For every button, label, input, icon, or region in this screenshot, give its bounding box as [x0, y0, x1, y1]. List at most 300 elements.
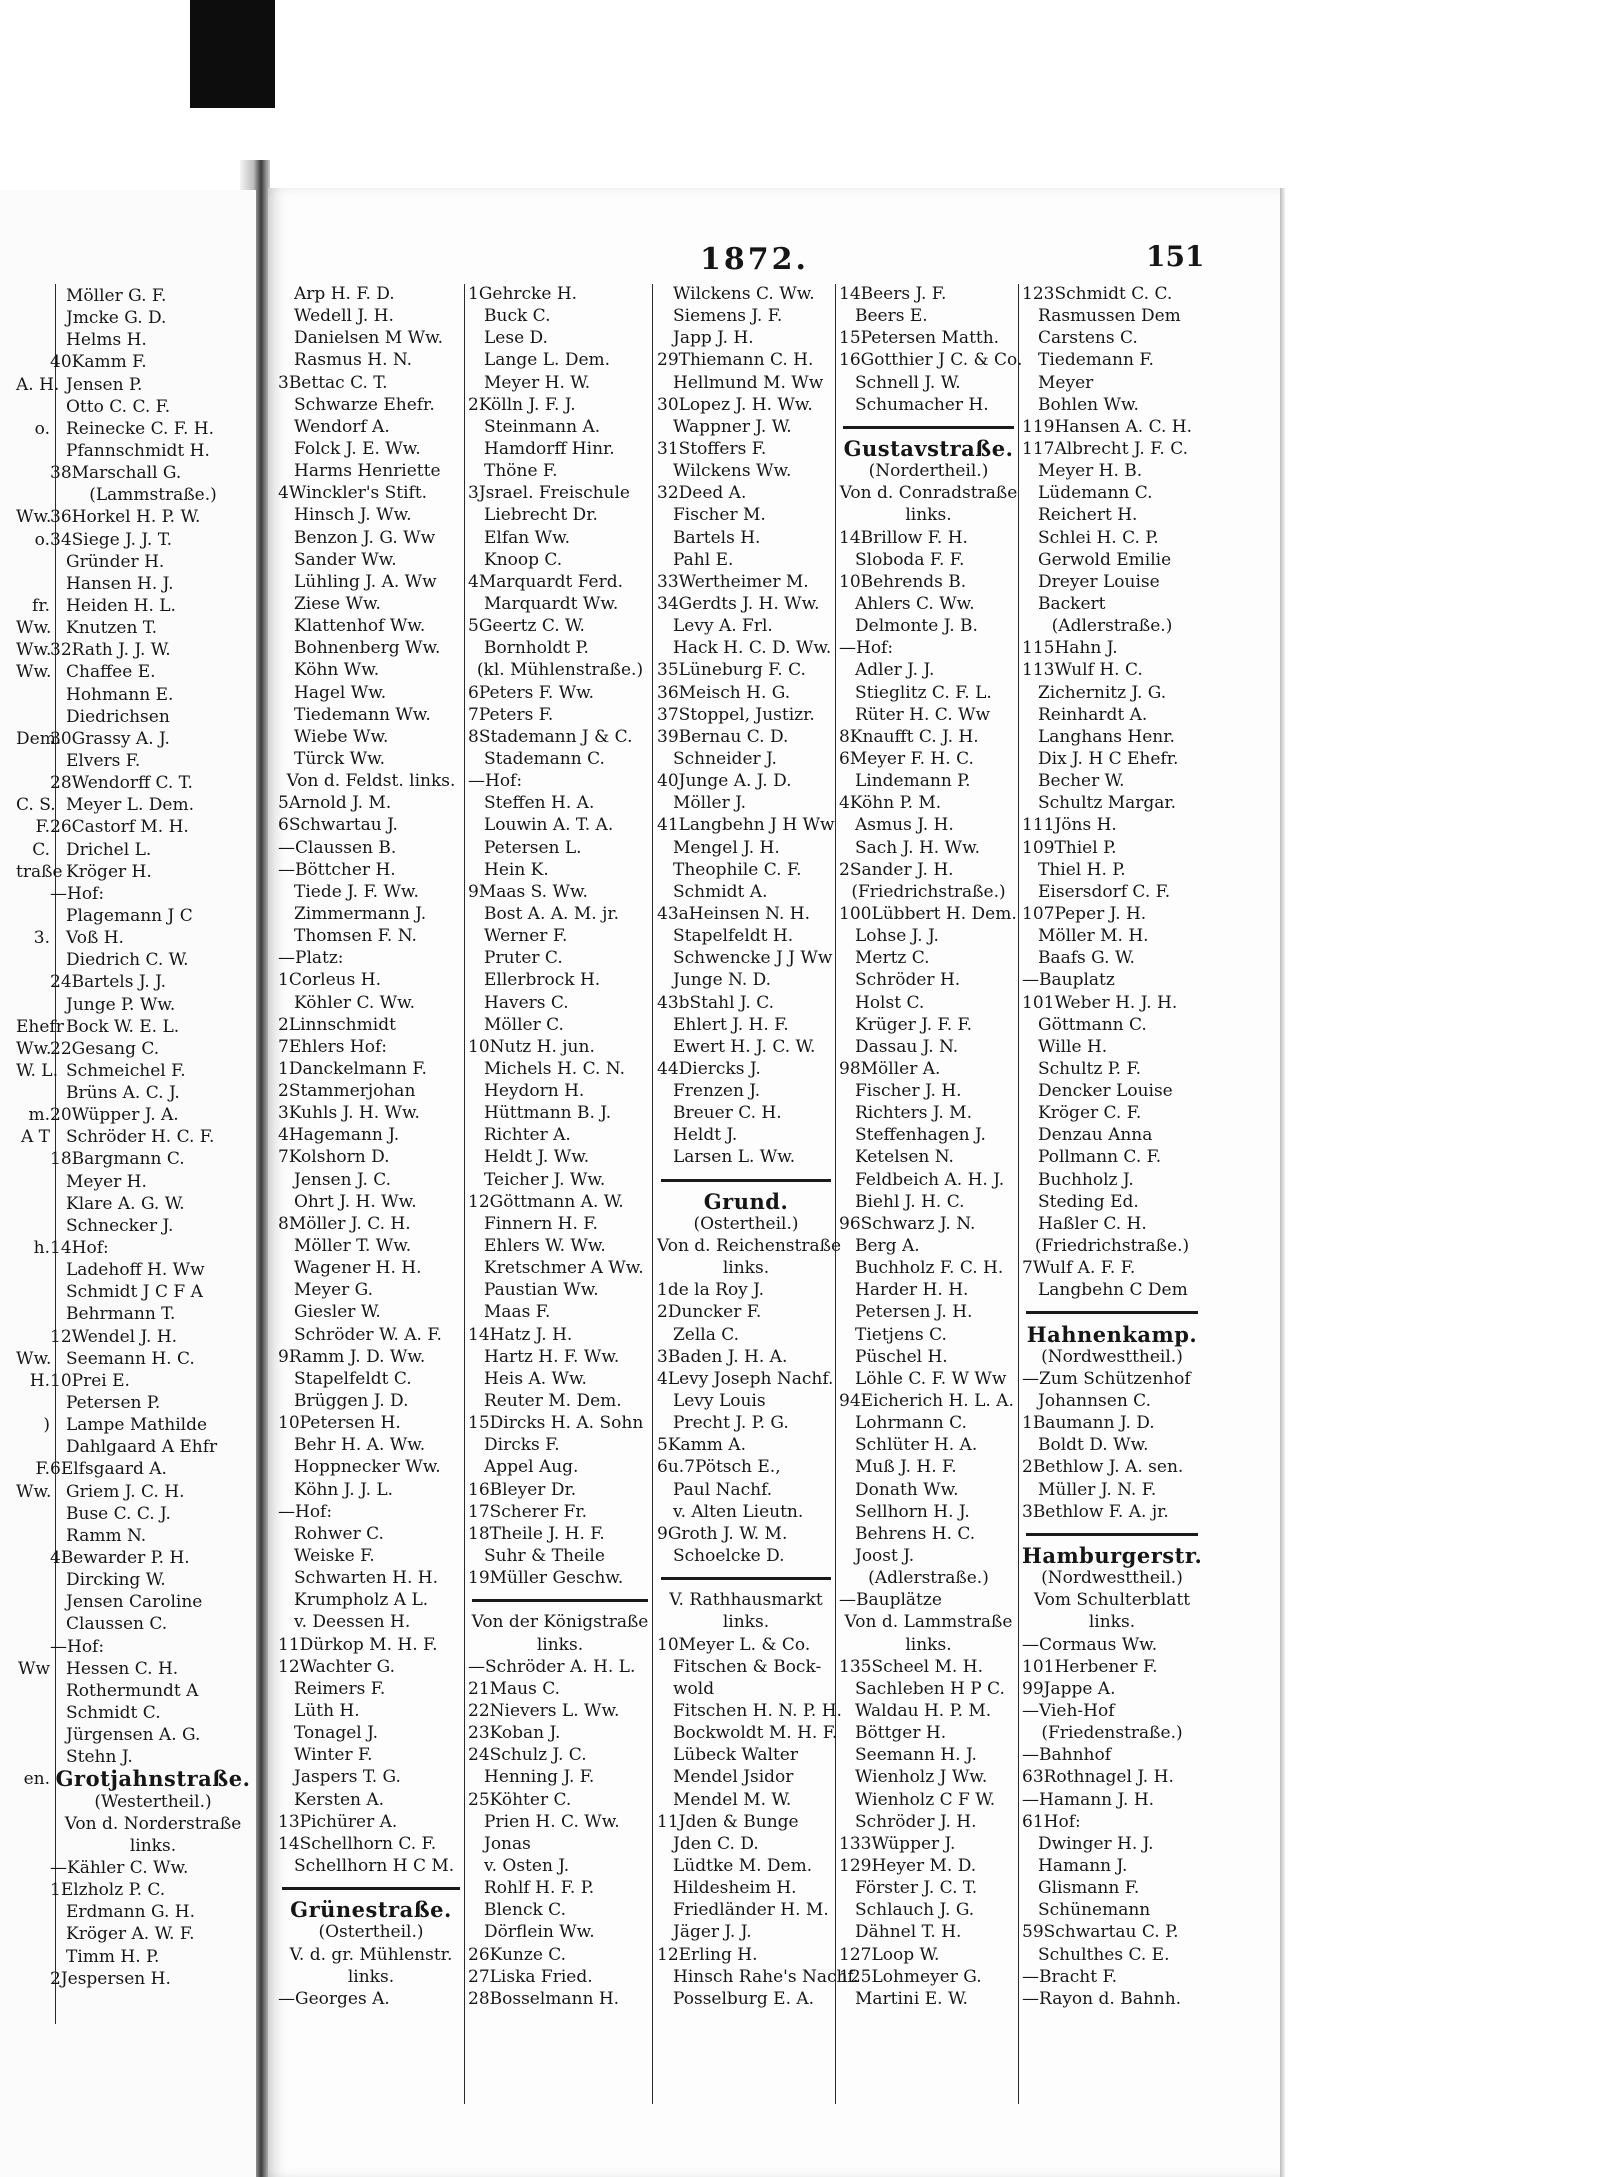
directory-entry: 24Bartels J. J. — [50, 972, 167, 993]
directory-entry: 119Hansen A. C. H. — [1022, 416, 1193, 437]
cropped-entry-fragment — [0, 396, 50, 418]
directory-entry: Heydorn H. — [484, 1081, 585, 1102]
directory-entry: 36Horkel H. P. W. — [50, 507, 201, 528]
directory-entry: Bohlen Ww. — [1038, 394, 1139, 415]
directory-entry: Kretschmer A Ww. — [484, 1258, 644, 1279]
directory-entry: Paustian Ww. — [484, 1280, 599, 1301]
page-year: 1872. — [700, 242, 809, 277]
cropped-entry-fragment — [0, 994, 50, 1016]
directory-entry: Dähnel T. H. — [855, 1922, 962, 1943]
directory-entry: (Friedrichstraße.) — [1034, 1236, 1190, 1257]
directory-entry: Backert — [1038, 593, 1106, 614]
directory-entry: 10Prei E. — [50, 1370, 130, 1391]
section-rule — [1022, 1301, 1202, 1323]
directory-entry: 94Eicherich H. L. A. — [839, 1391, 1014, 1412]
directory-entry: Feldbeich A. H. J. — [855, 1169, 1005, 1190]
directory-entry: 12Göttmann A. W. — [468, 1191, 624, 1212]
cropped-entry-fragment — [0, 1569, 50, 1591]
directory-entry: Plagemann J C — [66, 905, 193, 926]
directory-entry: Jensen P. — [66, 374, 143, 395]
directory-entry: Steding Ed. — [1038, 1191, 1139, 1212]
directory-entry: 8Knaufft C. J. H. — [839, 726, 979, 747]
directory-entry: 14Schellhorn C. F. — [278, 1833, 437, 1854]
directory-entry: 14Brillow F. H. — [839, 527, 968, 548]
directory-entry: Mertz C. — [855, 948, 930, 969]
directory-entry: Schwencke J J Ww — [673, 948, 833, 969]
directory-entry: Tiedemann F. — [1038, 350, 1154, 371]
directory-entry: 5Arnold J. M. — [278, 793, 392, 814]
directory-entry: Chaffee E. — [66, 662, 156, 683]
directory-entry: 4Hagemann J. — [278, 1125, 400, 1146]
directory-entry: links. — [722, 1612, 770, 1633]
directory-entry: Fischer M. — [673, 505, 766, 526]
directory-entry: Joost J. — [855, 1546, 915, 1567]
directory-entry: Thomsen F. N. — [294, 926, 417, 947]
cropped-entry-fragment — [0, 971, 50, 993]
directory-entry: Von d. Feldst. links. — [286, 771, 456, 792]
directory-entry: Hohmann E. — [66, 684, 174, 705]
directory-entry: Winter F. — [294, 1745, 373, 1766]
directory-entry: 7Wulf A. F. F. — [1022, 1258, 1136, 1279]
directory-entry: Elvers F. — [66, 750, 141, 771]
column-rule — [652, 284, 653, 2104]
directory-entry: Dircks F. — [484, 1435, 560, 1456]
cropped-entry-fragment — [0, 1503, 50, 1525]
directory-entry: —Bauplätze — [839, 1590, 942, 1611]
directory-entry: Griem J. C. H. — [66, 1481, 185, 1502]
cropped-entry-fragment: Ww. — [16, 618, 52, 639]
directory-entry: 9Groth J. W. M. — [657, 1523, 788, 1544]
cropped-entry-fragment — [0, 1547, 50, 1569]
directory-entry: Meyer H. B. — [1038, 461, 1143, 482]
cropped-entry-fragment — [0, 1436, 50, 1458]
directory-entry: Hinsch J. Ww. — [294, 505, 412, 526]
cropped-entry-fragment: F. — [35, 1459, 50, 1480]
directory-entry: 2Kölln J. F. J. — [468, 394, 576, 415]
directory-entry: Jmcke G. D. — [66, 308, 167, 329]
directory-entry: Wiebe Ww. — [294, 726, 389, 747]
directory-entry: Schröder H. — [855, 970, 961, 991]
cropped-entry-fragment — [0, 551, 50, 573]
directory-entry: Lüdemann C. — [1038, 483, 1153, 504]
directory-entry: Dassau J. N. — [855, 1036, 959, 1057]
directory-entry: (Adlerstraße.) — [868, 1568, 989, 1589]
directory-entry: 4Marquardt Ferd. — [468, 571, 624, 592]
directory-entry: Behrmann T. — [66, 1304, 176, 1325]
directory-entry: Bost A. A. M. jr. — [484, 903, 620, 924]
directory-entry: 14Beers J. F. — [839, 284, 947, 304]
directory-entry: Petersen J. H. — [855, 1302, 973, 1323]
directory-entry: Bockwoldt M. H. F. — [673, 1723, 838, 1744]
directory-entry: 9Maas S. Ww. — [468, 881, 588, 902]
directory-entry: Liebrecht Dr. — [484, 505, 598, 526]
directory-entry: Schwarten H. H. — [294, 1568, 439, 1589]
directory-entry: Jden C. D. — [673, 1833, 759, 1854]
directory-entry: Heis A. Ww. — [484, 1368, 587, 1389]
directory-entry: (Nordertheil.) — [868, 461, 989, 482]
directory-entry: Dencker Louise — [1038, 1081, 1173, 1102]
directory-entry: Donath Ww. — [855, 1479, 959, 1500]
directory-entry: 125Lohmeyer G. — [839, 1966, 982, 1987]
cropped-entry-fragment — [0, 883, 50, 905]
street-heading: Gustavstraße. — [843, 435, 1014, 461]
directory-entry: Püschel H. — [855, 1346, 948, 1367]
directory-entry: (Westertheil.) — [94, 1791, 212, 1812]
section-rule — [1022, 1523, 1202, 1545]
directory-entry: Steffenhagen J. — [855, 1125, 986, 1146]
directory-entry: Stademann C. — [484, 748, 605, 769]
directory-entry: Reichert H. — [1038, 505, 1138, 526]
directory-entry: Gründer H. — [66, 551, 165, 572]
directory-entry: Langbehn C Dem — [1038, 1280, 1188, 1301]
directory-entry: Von d. Reichenstraße — [657, 1236, 842, 1257]
directory-entry: Schnecker J. — [66, 1215, 174, 1236]
directory-entry: Schröder J. H. — [855, 1811, 977, 1832]
directory-entry: —Hof: — [468, 771, 523, 792]
cropped-entry-fragment: F. — [35, 817, 50, 838]
directory-entry: 31Stoffers F. — [657, 438, 767, 459]
directory-entry: Pfannschmidt H. — [66, 440, 210, 461]
directory-entry: Bornholdt P. — [484, 638, 589, 659]
directory-entry: 23Koban J. — [468, 1723, 561, 1744]
section-rule — [468, 1589, 652, 1611]
cropped-entry-fragment — [0, 1702, 50, 1724]
directory-entry: 28Bosselmann H. — [468, 1988, 620, 2009]
directory-entry: Reuter M. Dem. — [484, 1391, 622, 1412]
directory-entry: Rüter H. C. Ww — [855, 704, 991, 725]
directory-entry: Wienholz J Ww. — [855, 1767, 988, 1788]
directory-entry: Schmeichel F. — [66, 1060, 186, 1081]
directory-entry: Schumacher H. — [855, 394, 989, 415]
directory-entry: Hamdorff Hinr. — [484, 438, 615, 459]
directory-entry: 7Peters F. — [468, 704, 554, 725]
directory-entry: Henning J. F. — [484, 1767, 595, 1788]
directory-entry: Jaspers T. G. — [294, 1767, 401, 1788]
cropped-entry-fragment: o. — [34, 418, 50, 439]
directory-entry: Schünemann — [1038, 1900, 1151, 1921]
column-5 — [1022, 283, 1202, 2010]
directory-entry: 37Stoppel, Justizr. — [657, 704, 815, 725]
directory-entry: —Rayon d. Bahnh. — [1022, 1988, 1182, 2009]
directory-entry: Tiede J. F. Ww. — [294, 881, 419, 902]
directory-entry: Arp H. F. D. — [294, 284, 395, 304]
directory-entry: 109Thiel P. — [1022, 837, 1117, 858]
directory-entry: 117Albrecht J. F. C. — [1022, 438, 1188, 459]
directory-entry: Giesler W. — [294, 1302, 381, 1323]
cropped-entry-fragment — [0, 1746, 50, 1768]
directory-entry: Von d. Conradstraße — [839, 483, 1018, 504]
directory-entry: 6Elfsgaard A. — [50, 1459, 167, 1480]
directory-entry: Buchholz J. — [1038, 1169, 1134, 1190]
directory-entry: Havers C. — [484, 992, 569, 1013]
directory-entry: Danielsen M Ww. — [294, 328, 444, 349]
cropped-entry-fragment — [0, 1303, 50, 1325]
directory-entry: 33Wertheimer M. — [657, 571, 809, 592]
directory-entry: Baafs G. W. — [1038, 948, 1135, 969]
directory-entry: Behrens H. C. — [855, 1523, 976, 1544]
directory-entry: Krumpholz A L. — [294, 1590, 429, 1611]
directory-entry: Benzon J. G. Ww — [294, 527, 436, 548]
directory-entry: Böttger H. — [855, 1723, 947, 1744]
column-3 — [657, 283, 859, 2010]
left-column — [50, 285, 256, 1990]
cropped-entry-fragment — [0, 462, 50, 484]
directory-entry: Klare A. G. W. — [66, 1193, 185, 1214]
directory-entry: Precht J. P. G. — [673, 1413, 789, 1434]
directory-entry: Kröger H. — [66, 861, 152, 882]
directory-entry: links. — [722, 1258, 770, 1279]
directory-entry: Dwinger H. J. — [1038, 1833, 1154, 1854]
cropped-entry-fragment: H. — [29, 1370, 50, 1391]
section-rule — [657, 1169, 835, 1191]
directory-entry: 98Möller A. — [839, 1058, 941, 1079]
directory-entry: 111Jöns H. — [1022, 815, 1117, 836]
cropped-entry-fragment — [0, 1724, 50, 1746]
directory-entry: Ladehoff H. Ww — [66, 1260, 205, 1281]
directory-entry: Voß H. — [66, 928, 124, 949]
cropped-entry-fragment: fr. — [32, 595, 50, 616]
directory-entry: Schnell J. W. — [855, 372, 961, 393]
directory-entry: Marquardt Ww. — [484, 593, 619, 614]
directory-entry: Berg A. — [855, 1236, 920, 1257]
directory-entry: Fischer J. H. — [855, 1081, 962, 1102]
street-heading: Grünestraße. — [290, 1897, 452, 1923]
cropped-entry-fragment: C. S. — [16, 795, 56, 816]
directory-entry: Louwin A. T. A. — [484, 815, 614, 836]
directory-entry: Meyer H. W. — [484, 372, 591, 393]
directory-entry: 4Levy Joseph Nachf. — [657, 1368, 834, 1389]
directory-entry: Gerwold Emilie — [1038, 549, 1172, 570]
directory-entry: Schwarze Ehefr. — [294, 394, 435, 415]
directory-entry: 133Wüpper J. — [839, 1833, 956, 1854]
cropped-entry-fragment — [0, 684, 50, 706]
directory-entry: Lüdtke M. Dem. — [673, 1855, 813, 1876]
directory-entry: Timm H. P. — [66, 1946, 160, 1967]
directory-entry: 1Gehrcke H. — [468, 284, 578, 304]
cropped-entry-fragment — [0, 1281, 50, 1303]
directory-entry: links. — [536, 1634, 584, 1655]
directory-entry: Sander Ww. — [294, 549, 397, 570]
directory-entry: Hansen H. J. — [66, 573, 174, 594]
directory-entry: Wagener H. H. — [294, 1258, 422, 1279]
directory-entry: 16Gotthier J C. & Co. — [839, 350, 1023, 371]
directory-entry: 2Jespersen H. — [50, 1968, 171, 1989]
directory-entry: Adler J. J. — [855, 660, 935, 681]
directory-entry: Knoop C. — [484, 549, 563, 570]
cropped-entry-fragment — [0, 1525, 50, 1547]
directory-entry: Ohrt J. H. Ww. — [294, 1191, 417, 1212]
cropped-entry-fragment — [0, 905, 50, 927]
cropped-entry-fragment: Ww. — [16, 1348, 52, 1369]
section-rule — [278, 1877, 464, 1899]
directory-entry: Elfan Ww. — [484, 527, 571, 548]
directory-entry: Göttmann C. — [1038, 1014, 1147, 1035]
directory-entry: Richters J. M. — [855, 1103, 972, 1124]
directory-entry: 127Loop W. — [839, 1944, 940, 1965]
cropped-entry-fragment — [0, 1193, 50, 1215]
directory-entry: 15Dircks H. A. Sohn — [468, 1413, 644, 1434]
directory-entry: Rohlf H. F. P. — [484, 1878, 595, 1899]
directory-entry: Reinecke C. F. H. — [66, 418, 214, 439]
cropped-entry-fragment — [0, 1392, 50, 1414]
cropped-entry-fragment — [0, 706, 50, 728]
directory-entry: Helms H. — [66, 330, 147, 351]
directory-entry: —Böttcher H. — [278, 859, 396, 880]
directory-entry: Boldt D. Ww. — [1038, 1435, 1149, 1456]
directory-entry: Schmidt C. — [66, 1703, 161, 1723]
cropped-entry-fragment: en. — [23, 1769, 50, 1790]
cropped-entry-fragment: A. H. — [16, 374, 60, 395]
directory-entry: Sellhorn H. J. — [855, 1501, 970, 1522]
directory-entry: Heiden H. L. — [66, 595, 176, 616]
directory-entry: —Schröder A. H. L. — [468, 1656, 636, 1677]
column-rule — [835, 284, 836, 2104]
directory-entry: Diedrich C. W. — [66, 950, 189, 971]
directory-entry: 2Linnschmidt — [278, 1014, 396, 1035]
directory-entry: Reimers F. — [294, 1678, 386, 1699]
cropped-entry-fragment — [0, 573, 50, 595]
directory-entry: Reinhardt A. — [1038, 704, 1148, 725]
directory-entry: Dircking W. — [66, 1570, 166, 1591]
directory-entry: 32Rath J. J. W. — [50, 640, 171, 661]
directory-entry: 1Baumann J. D. — [1022, 1413, 1155, 1434]
directory-entry: 44Diercks J. — [657, 1058, 761, 1079]
directory-entry: Rasmus H. N. — [294, 350, 413, 371]
directory-entry: Tonagel J. — [294, 1723, 379, 1744]
directory-entry: Thiel H. P. — [1038, 859, 1126, 880]
directory-entry: Zichernitz J. G. — [1038, 682, 1167, 703]
directory-entry: Möller G. F. — [66, 286, 167, 306]
cropped-entry-fragment — [0, 1148, 50, 1170]
directory-entry: 30Grassy A. J. — [50, 728, 170, 749]
directory-entry: Friedländer H. M. — [673, 1900, 829, 1921]
directory-entry: Hack H. C. D. Ww. — [673, 638, 832, 659]
directory-entry: Von d. Lammstraße — [844, 1612, 1013, 1633]
cropped-entry-fragment — [0, 484, 50, 506]
directory-entry: Hessen C. H. — [66, 1658, 179, 1679]
directory-entry: Ewert H. J. C. W. — [673, 1036, 816, 1057]
directory-entry: Kröger C. F. — [1038, 1103, 1142, 1124]
directory-entry: (Friedrichstraße.) — [851, 881, 1006, 902]
directory-entry: Dreyer Louise — [1038, 571, 1160, 592]
directory-entry: Thöne F. — [484, 461, 558, 482]
directory-entry: Meyer L. Dem. — [66, 795, 194, 816]
directory-entry: Köhn J. J. L. — [294, 1479, 394, 1500]
directory-entry: 38Marschall G. — [50, 463, 182, 484]
directory-entry: —Bahnhof — [1022, 1745, 1112, 1766]
directory-entry: 14Hof: — [50, 1238, 109, 1259]
directory-entry: Bock W. E. L. — [66, 1016, 180, 1037]
directory-entry: Stapelfeldt C. — [294, 1368, 412, 1389]
directory-entry: 3Jsrael. Freischule — [468, 483, 630, 504]
directory-entry: 5Kamm A. — [657, 1435, 746, 1456]
directory-entry: Johannsen C. — [1038, 1391, 1151, 1412]
directory-entry: Buse C. C. J. — [66, 1503, 171, 1524]
left-page — [0, 190, 256, 2177]
directory-entry: Schlauch J. G. — [855, 1900, 975, 1921]
directory-entry: Hüttmann B. J. — [484, 1103, 612, 1124]
directory-entry: Hoppnecker Ww. — [294, 1457, 441, 1478]
directory-entry: 59Schwartau C. P. — [1022, 1922, 1179, 1943]
directory-entry: Stapelfeldt H. — [673, 926, 794, 947]
directory-entry: Richter A. — [484, 1125, 571, 1146]
directory-entry: 3Baden J. H. A. — [657, 1346, 788, 1367]
page-number: 151 — [1146, 240, 1205, 273]
cropped-entry-fragment: Ww. — [16, 1038, 52, 1059]
directory-entry: Sach J. H. Ww. — [855, 837, 981, 858]
directory-entry: Mengel J. H. — [673, 837, 780, 858]
directory-entry: Prien H. C. Ww. — [484, 1811, 620, 1832]
directory-entry: links. — [905, 1634, 952, 1655]
directory-entry: 12Wendel J. H. — [50, 1326, 178, 1347]
directory-entry: 123Schmidt C. C. — [1022, 284, 1173, 304]
directory-entry: Claussen C. — [66, 1614, 168, 1635]
directory-entry: Wilckens Ww. — [673, 461, 792, 482]
directory-entry: 2Sander J. H. — [839, 859, 954, 880]
directory-entry: Suhr & Theile — [484, 1546, 605, 1567]
directory-entry: links. — [905, 505, 952, 526]
cropped-entry-fragment — [0, 1259, 50, 1281]
directory-entry: Mendel M. W. — [673, 1789, 792, 1810]
directory-entry: Breuer C. H. — [673, 1103, 782, 1124]
directory-entry: Japp J. H. — [673, 328, 754, 349]
directory-entry: 3Bettac C. T. — [278, 372, 388, 393]
directory-entry: Tietjens C. — [855, 1324, 947, 1345]
directory-entry: 4Köhn P. M. — [839, 793, 942, 814]
cropped-entry-fragment: traße — [16, 861, 63, 882]
page-edge — [1280, 188, 1286, 2177]
directory-entry: 16Bleyer Dr. — [468, 1479, 577, 1500]
directory-entry: Muß J. H. F. — [855, 1457, 957, 1478]
directory-entry: Seemann H. J. — [855, 1745, 977, 1766]
directory-entry: Haßler C. H. — [1038, 1213, 1147, 1234]
directory-entry: Hamann J. — [1038, 1855, 1128, 1876]
directory-entry: Wendorf A. — [294, 416, 390, 437]
directory-entry: Ahlers C. Ww. — [855, 593, 975, 614]
street-heading: Hahnenkamp. — [1026, 1321, 1198, 1347]
directory-entry: Heldt J. — [673, 1125, 738, 1146]
directory-entry: 6Meyer F. H. C. — [839, 748, 974, 769]
directory-entry: 26Castorf M. H. — [50, 817, 189, 838]
directory-entry: 34Siege J. J. T. — [50, 529, 172, 550]
directory-entry: —Platz: — [278, 948, 344, 969]
directory-entry: Levy A. Frl. — [673, 616, 773, 637]
directory-entry: —Hof: — [278, 1501, 333, 1522]
directory-entry: Wappner J. W. — [673, 416, 792, 437]
directory-entry: Sloboda F. F. — [855, 549, 965, 570]
directory-entry: V. d. gr. Mühlenstr. — [289, 1944, 453, 1965]
directory-entry: —Zum Schützenhof — [1022, 1368, 1191, 1389]
directory-entry: Krüger J. F. F. — [855, 1014, 973, 1035]
directory-entry: Meyer G. — [294, 1280, 374, 1301]
cropped-entry-fragment — [0, 1082, 50, 1104]
directory-entry: Möller J. — [673, 793, 747, 814]
directory-entry: Appel Aug. — [484, 1457, 579, 1478]
directory-entry: 1Danckelmann F. — [278, 1058, 427, 1079]
directory-entry: Wedell J. H. — [294, 306, 394, 327]
directory-entry: Folck J. E. Ww. — [294, 438, 421, 459]
directory-entry: Schulthes C. E. — [1038, 1944, 1170, 1965]
cropped-entry-fragment: m. — [28, 1105, 50, 1126]
cropped-entry-fragment — [0, 1171, 50, 1193]
cropped-entry-fragment: A T — [20, 1127, 50, 1148]
directory-entry: 96Schwarz J. N. — [839, 1213, 976, 1234]
directory-entry: Pollmann C. F. — [1038, 1147, 1162, 1168]
directory-entry: 24Schulz J. C. — [468, 1745, 587, 1766]
directory-entry: Buck C. — [484, 306, 551, 327]
column-4 — [839, 283, 1023, 2010]
directory-entry: 26Kunze C. — [468, 1944, 567, 1965]
